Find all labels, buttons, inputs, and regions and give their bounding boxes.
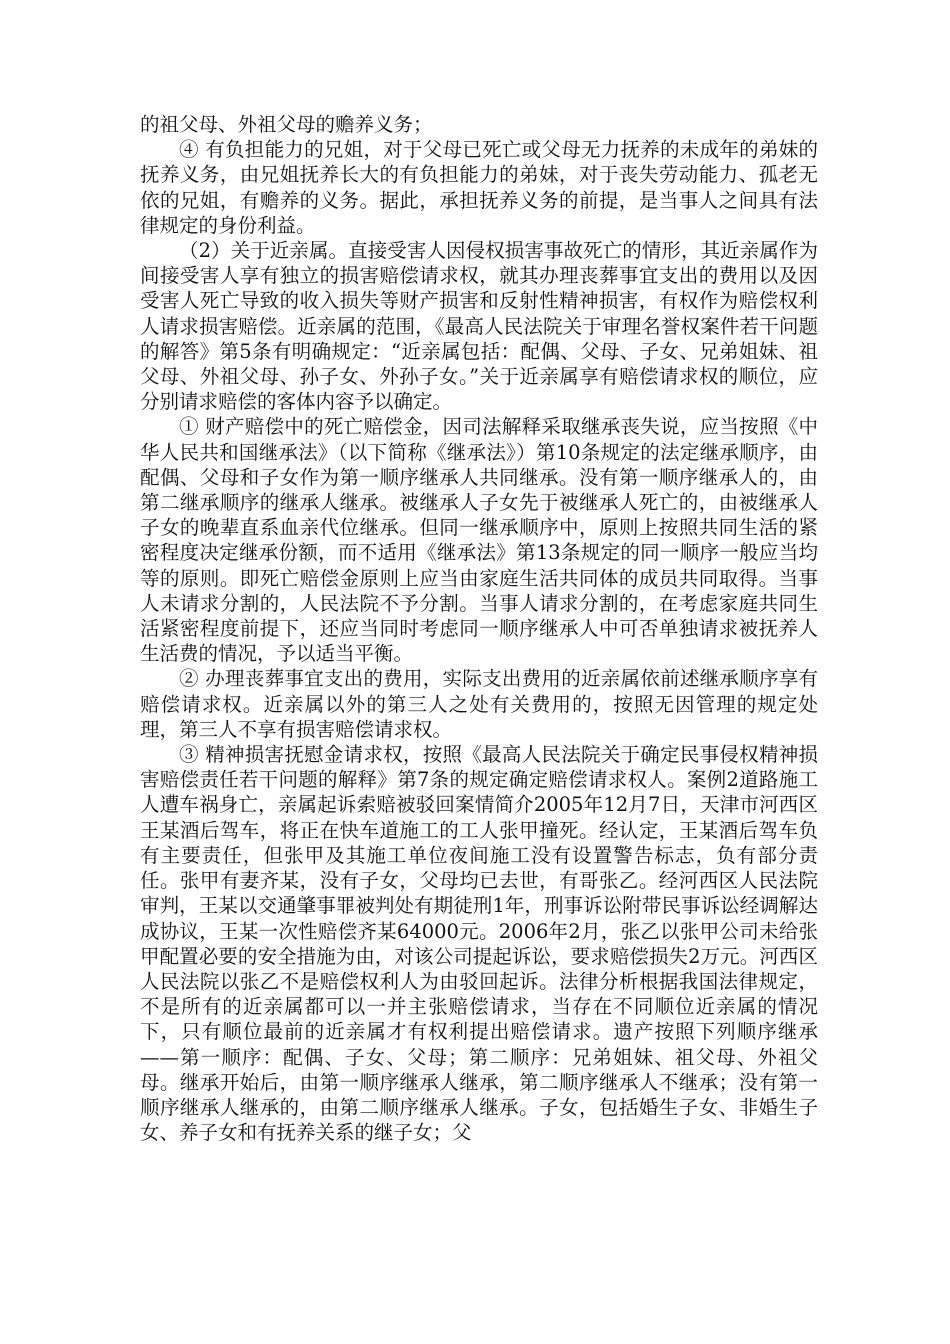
paragraph-funeral-expenses: ② 办理丧葬事宜支出的费用，实际支出费用的近亲属依前述继承顺序享有赔偿请求权。近亲属以外的第三人之处有关费用的，按照无因管理的规定处理，第三人不享有损害赔偿请求权。 — [140, 667, 818, 741]
paragraph-continuation: 的祖父母、外祖父母的赡养义务； — [140, 113, 433, 136]
document-page — [140, 112, 818, 1145]
paragraph-mental-damages-case: ③ 精神损害抚慰金请求权，按照《最高人民法院关于确定民事侵权精神损害赔偿责任若干问题的解释》第7条的规定确定赔偿请求权人。案例2道路施工人遭车祸身亡，亲属起诉索赔被驳回案情简介2005年12月7日，天津市河西区王某酒后驾车，将正在快车道施工的工人张甲撞死。经认定，王某酒后驾车负有主要责任，但张甲及其施工单位夜间施工没有设置警告标志，负有部分责任。张甲有妻齐某，没有子女，父母均已去世，有哥张乙。经河西区人民法院审判，王某以交通肇事罪被判处有期徒刑1年，刑事诉讼附带民事诉讼经调解达成协议，王某一次性赔偿齐某64000元。2006年2月，张乙以张甲公司未给张甲配置必要的安全措施为由，对该公司提起诉讼，要求赔偿损失2万元。河西区人民法院以张乙不是赔偿权利人为由驳回起诉。法律分析根据我国法律规定，不是所有的近亲属都可以一并主张赔偿请求，当存在不同顺位近亲属的情况下，只有顺位最前的近亲属才有权利提出赔偿请求。遗产按照下列顺序继承——第一顺序：配偶、子女、父母；第二顺序：兄弟姐妹、祖父母、外祖父母。继承开始后，由第一顺序继承人继承，第二顺序继承人不继承；没有第一顺序继承人继承的，由第二顺序继承人继承。子女，包括婚生子女、非婚生子女、养子女和有抚养关系的继子女；父 — [140, 743, 818, 1145]
paragraph-close-relatives: （2）关于近亲属。直接受害人因侵权损害事故死亡的情形，其近亲属作为间接受害人享有独立的损害赔偿请求权，就其办理丧葬事宜支出的费用以及因受害人死亡导致的收入损失等财产损害和反射性精神损害，有权作为赔偿权利人请求损害赔偿。近亲属的范围，《最高人民法院关于审理名誉权案件若干问题的解答》第5条有明确规定：“近亲属包括：配偶、父母、子女、兄弟姐妹、祖父母、外祖父母、孙子女、外孙子女。”关于近亲属享有赔偿请求权的顺位，应分别请求赔偿的客体内容予以确定。 — [140, 239, 818, 414]
paragraph-death-compensation: ① 财产赔偿中的死亡赔偿金，因司法解释采取继承丧失说，应当按照《中华人民共和国继承法》（以下简称《继承法》）第10条规定的法定继承顺序，由配偶、父母和子女作为第一顺序继承人共同继承。没有第一顺序继承人的，由第二继承顺序的继承人继承。被继承人子女先于被继承人死亡的，由被继承人子女的晚辈直系血亲代位继承。但同一继承顺序中，原则上按照共同生活的紧密程度决定继承份额，而不适用《继承法》第13条规定的同一顺序一般应当均等的原则。即死亡赔偿金原则上应当由家庭生活共同体的成员共同取得。当事人未请求分割的，人民法院不予分割。当事人请求分割的，在考虑家庭共同生活紧密程度前提下，还应当同时考虑同一顺序继承人中可否单独请求被抚养人生活费的情况，予以适当平衡。 — [140, 415, 818, 666]
paragraph-siblings-obligation: ④ 有负担能力的兄姐，对于父母已死亡或父母无力抚养的未成年的弟妹的抚养义务，由兄姐抚养长大的有负担能力的弟妹，对于丧失劳动能力、孤老无依的兄姐，有赡养的义务。据此，承担抚养义务的前提，是当事人之间具有法律规定的身份利益。 — [140, 138, 818, 237]
